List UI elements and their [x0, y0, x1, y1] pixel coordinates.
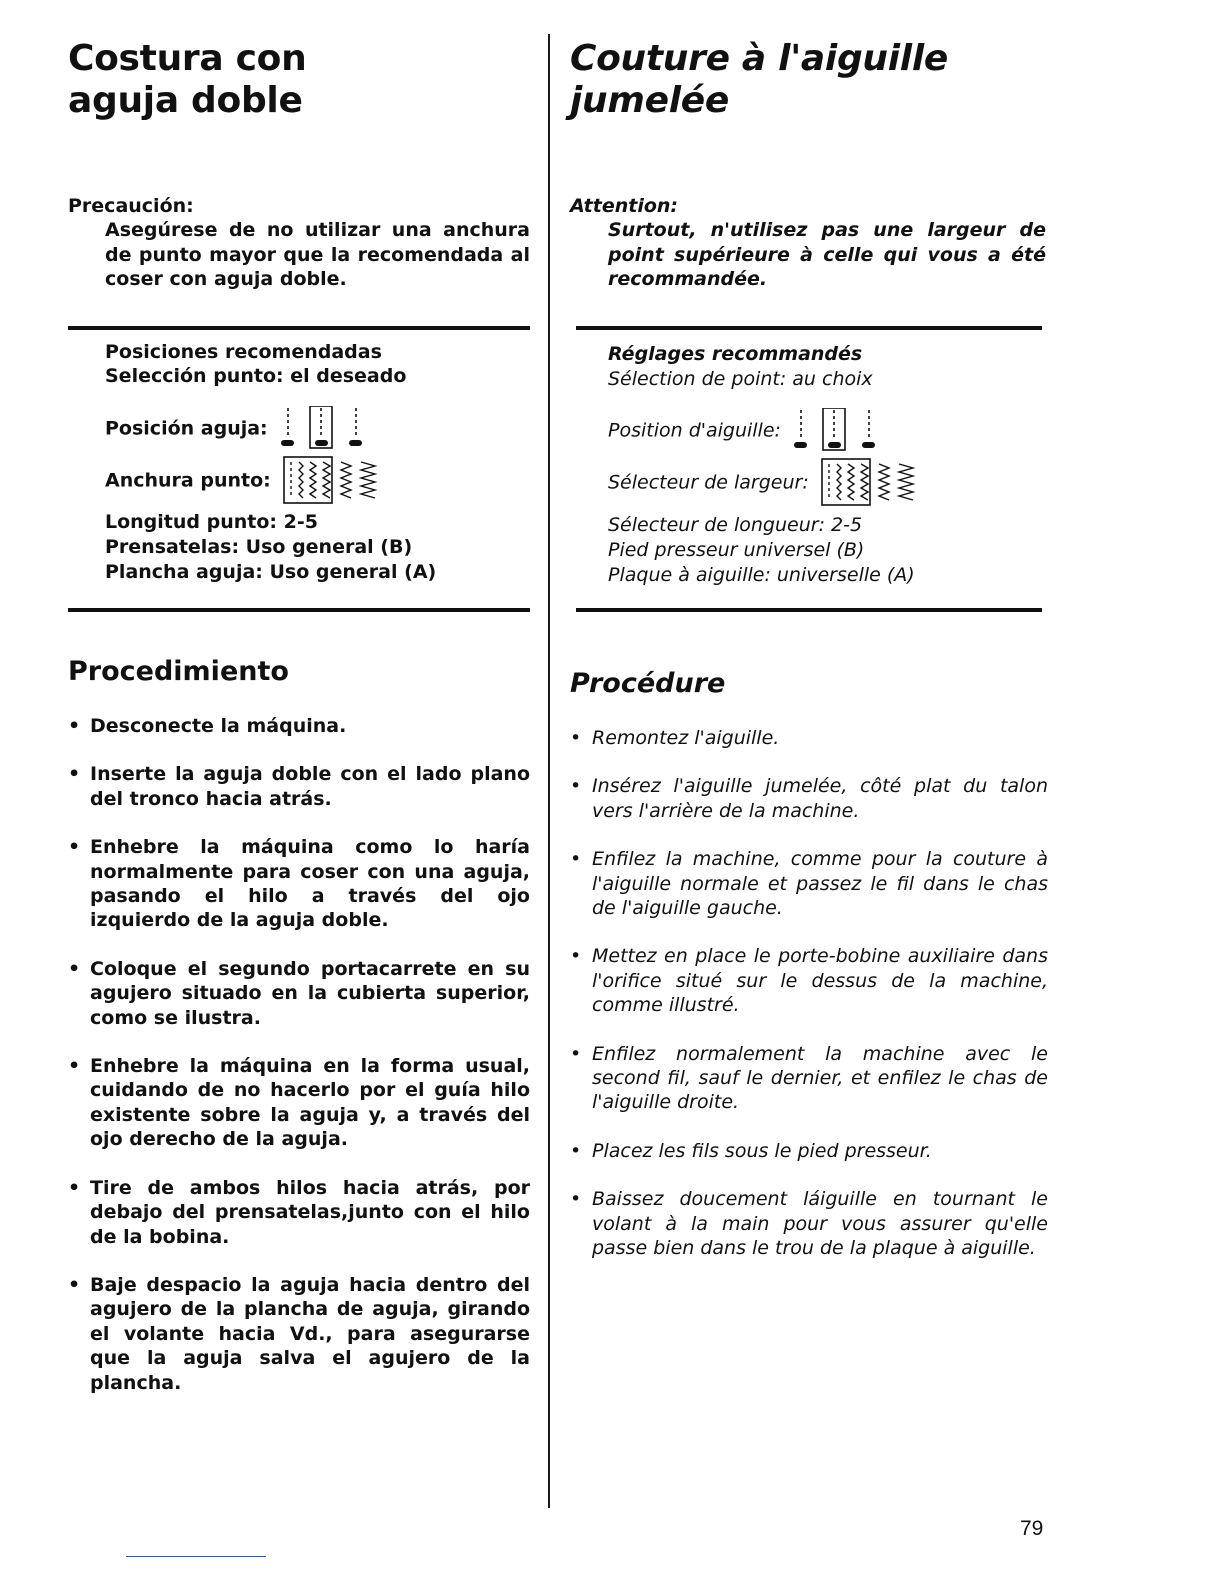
list-item: • Inserte la aguja doble con el lado plano del tronco hacia atrás. [68, 762, 530, 811]
stitch-width-es [105, 456, 387, 508]
needle-plate-fr: Plaque à aiguille: universelle (A) [608, 564, 915, 586]
procedure-heading-es: Procedimiento [68, 656, 289, 687]
stitch-length-es: Longitud punto: 2-5 [105, 511, 318, 533]
list-item: • Placez les fils sous le pied presseur. [570, 1139, 1048, 1163]
list-item: • Desconecte la máquina. [68, 714, 530, 738]
list-item: • Enhebre la máquina como lo haría normalmente para coser con una aguja, pasando el hilo a través del ojo izquierdo de la aguja doble. [68, 835, 530, 933]
stitch-selection-es: Selección punto: el deseado [105, 365, 407, 387]
stitch-width-label-fr: Sélecteur de largeur: [608, 471, 809, 494]
list-item: • Baje despacio la aguja hacia dentro del agujero de la plancha de aguja, girando el volante hacia Vd., para asegurarse que la aguja salva el agujero de la plancha. [68, 1273, 530, 1395]
list-item: • Mettez en place le porte-bobine auxiliaire dans l'orifice situé sur le dessus de la machine, comme illustré. [570, 944, 1048, 1017]
stitch-width-icon [283, 456, 387, 506]
list-item: • Coloque el segundo portacarrete en su agujero situado en la cubierta superior, como se ilustra. [68, 957, 530, 1030]
needle-position-label-fr: Position d'aiguille: [608, 419, 781, 442]
list-item: • Insérez l'aiguille jumelée, côté plat du talon vers l'arrière de la machine. [570, 774, 1048, 823]
column-divider [548, 34, 550, 1508]
caution-text-es: Asegúrese de no utilizar una anchura de punto mayor que la recomendada al coser con aguja doble. [105, 219, 530, 290]
list-item: • Tire de ambos hilos hacia atrás, por debajo del prensatelas,junto con el hilo de la bobina. [68, 1176, 530, 1249]
list-item: • Enfilez normalement la machine avec le second fil, sauf le dernier, et enfilez le chas de l'aiguille droite. [570, 1042, 1048, 1115]
needle-plate-es: Plancha aguja: Uso general (A) [105, 561, 437, 583]
procedure-list-fr [570, 726, 1048, 1261]
caution-text-fr: Surtout, n'utilisez pas une largeur de point supérieure à celle qui vous a été recommandée. [608, 219, 1046, 290]
caution-label-es: Precaución: [68, 195, 194, 217]
list-item: • Baissez doucement láiguille en tournant le volant à la main pour vous assurer qu'elle passe bien dans le trou de la plaque à aiguille. [570, 1187, 1048, 1260]
settings-heading-es: Posiciones recomendadas [105, 341, 382, 363]
rule-top-fr [576, 326, 1042, 330]
scan-artifact-line [126, 1556, 266, 1557]
page-number: 79 [1020, 1517, 1044, 1540]
presser-foot-fr: Pied presseur universel (B) [608, 539, 865, 561]
page-title-es: Costura con aguja doble [68, 38, 307, 121]
list-item: • Remontez l'aiguille. [570, 726, 1048, 750]
needle-position-label-es: Posición aguja: [105, 417, 268, 440]
presser-foot-es: Prensatelas: Uso general (B) [105, 536, 413, 558]
procedure-heading-fr: Procédure [570, 668, 726, 699]
stitch-width-icon [821, 458, 925, 508]
list-item: • Enfilez la machine, comme pour la couture à l'aiguille normale et passez le fil dans le chas de l'aiguille gauche. [570, 847, 1048, 920]
needle-position-icon [280, 406, 370, 452]
rule-bottom-fr [576, 608, 1042, 612]
procedure-list-es [68, 714, 530, 1395]
needle-position-es [105, 406, 370, 450]
needle-position-fr [608, 408, 883, 452]
rule-bottom-es [68, 608, 530, 612]
needle-position-icon [793, 408, 883, 454]
settings-heading-fr: Réglages recommandés [608, 343, 863, 365]
caution-label-fr: Attention: [570, 195, 679, 217]
stitch-width-label-es: Anchura punto: [105, 469, 271, 492]
stitch-length-fr: Sélecteur de longueur: 2-5 [608, 514, 863, 536]
rule-top-es [68, 326, 530, 330]
stitch-selection-fr: Sélection de point: au choix [608, 368, 873, 390]
stitch-width-fr [608, 458, 925, 510]
page-title-fr: Couture à l'aiguille jumelée [570, 38, 948, 121]
list-item: • Enhebre la máquina en la forma usual, cuidando de no hacerlo por el guía hilo existente sobre la aguja y, a través del ojo derecho de la aguja. [68, 1054, 530, 1152]
